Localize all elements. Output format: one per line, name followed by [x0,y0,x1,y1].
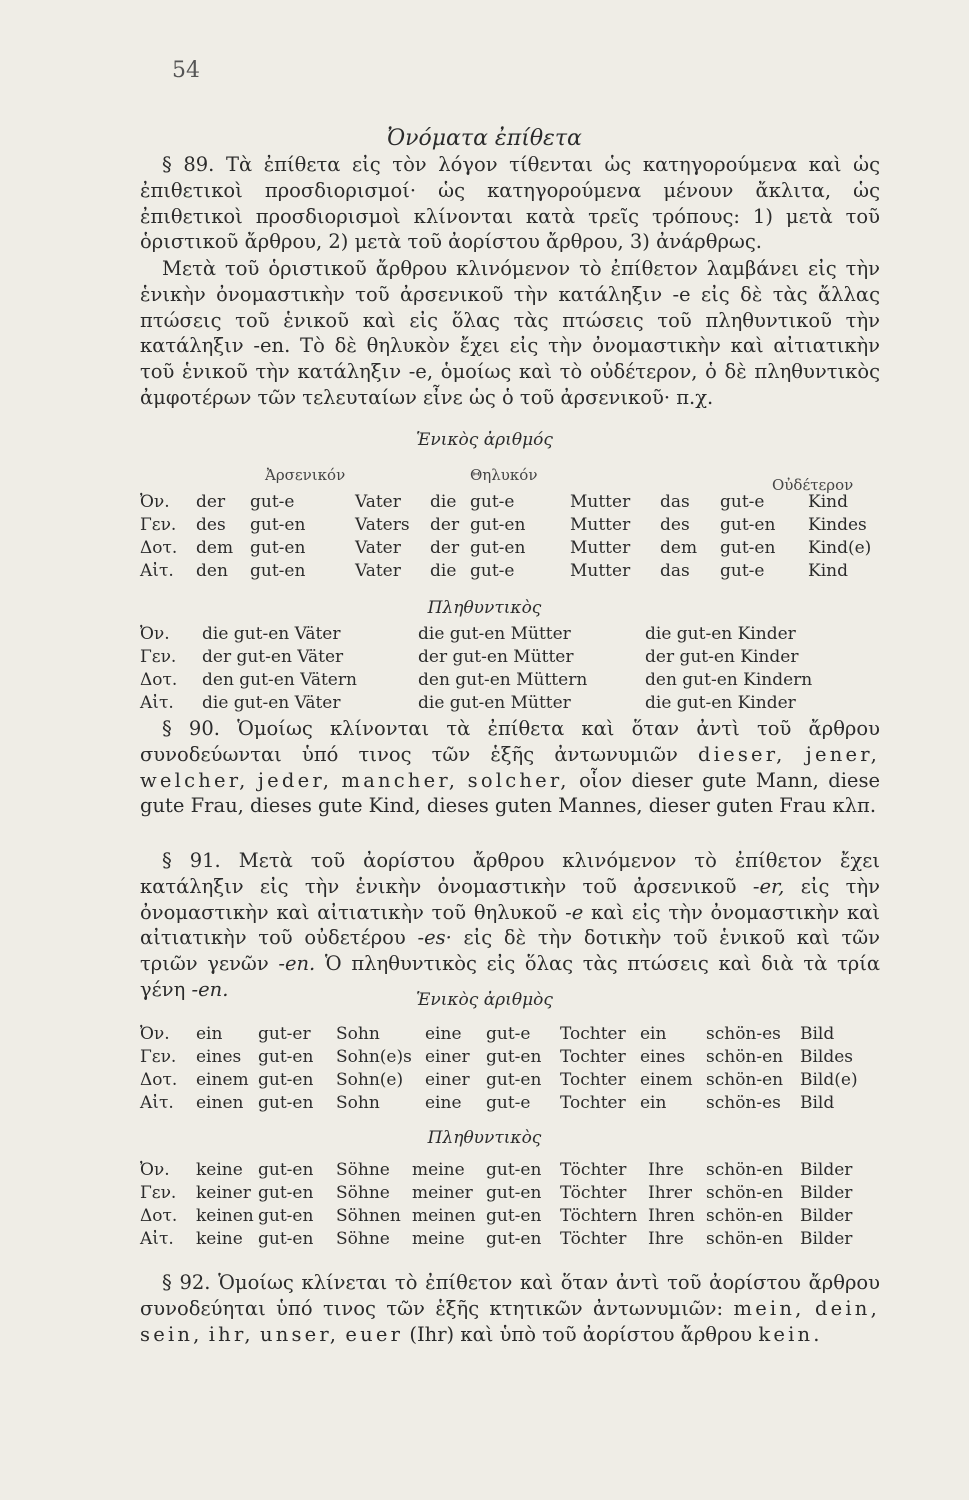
determiner: keiner [196,1183,251,1203]
adjective: gut-en [258,1206,314,1226]
table1-plural [140,624,880,720]
table-row [140,670,880,692]
adjective: gut-en [486,1070,542,1090]
case-label: Ὀν. [140,624,170,644]
noun: Söhne [336,1229,390,1249]
table-row [140,1093,880,1115]
article: dem [660,538,698,558]
page-number: 54 [172,58,200,83]
noun: Bildes [800,1047,854,1067]
noun: Vater [355,561,401,581]
table1-singular-title: Ἑνικὸς ἀριθμός [416,430,553,450]
table-row [140,693,880,715]
feminine-form: den gut-en Müttern [418,670,588,690]
article: die [430,561,457,581]
determiner: Ihren [648,1206,695,1226]
masculine-form: den gut-en Vätern [202,670,357,690]
paragraph-91-text-c: καὶ εἰς τὴν ὀνομαστικὴν καὶ αἰτιατικὴν τοῦ οὐδετέρου [140,900,881,950]
neuter-form: der gut-en Kinder [645,647,799,667]
case-label: Ὀν. [140,1024,170,1044]
ending-en: -en. [278,952,316,976]
neuter-form: die gut-en Kinder [645,624,796,644]
paragraph-89-continued: Μετὰ τοῦ ὁριστικοῦ ἄρθρου κλινόμενον τὸ ἐπίθετον λαμβάνει εἰς τὴν ἑνικὴν ὀνομαστικὴν τοῦ ἀρσενικοῦ τὴν κατάληξιν -e εἰς δὲ τὰς ἄλλας πτώσεις τοῦ ἑνικοῦ καὶ εἰς ὅλας τὰς πτώσεις τοῦ πληθυντικοῦ τὴν κατάληξιν -en. Τὸ δὲ θηλυκὸν ἔχει εἰς τὴν ὀνομαστικὴν καὶ αἰτιατικὴν τοῦ ἑνικοῦ τὴν κατάληξιν -e, ὁμοίως καὶ τὸ οὐδέτερον, ὁ δὲ πληθυντικὸς ἀμφοτέρων τῶν τελευταίων εἶνε ὡς ὁ τοῦ ἀρσενικοῦ· π.χ. [140,257,880,409]
noun: Tochter [560,1024,626,1044]
noun: Vater [355,492,401,512]
noun: Sohn(e)s [336,1047,412,1067]
article: die [430,492,457,512]
article: den [196,561,228,581]
noun: Sohn [336,1093,380,1113]
case-label: Δοτ. [140,538,178,558]
pronoun-dieser: dieser, [697,742,786,766]
noun: Sohn(e) [336,1070,404,1090]
table-row [140,1183,880,1205]
ending-en-plural: -en. [191,977,229,1001]
adjective: gut-en [258,1093,314,1113]
table-row [140,1160,880,1182]
noun: Bilder [800,1183,853,1203]
feminine-form: der gut-en Mütter [418,647,574,667]
case-label: Γεν. [140,647,177,667]
noun: Mutter [570,538,631,558]
table-row [140,647,880,669]
adjective: schön-es [706,1093,781,1113]
adjective: schön-en [706,1206,784,1226]
article: der [430,538,460,558]
pronoun-welcher: welcher, [140,768,249,792]
adjective: gut-en [258,1070,314,1090]
adjective: gut-en [486,1206,542,1226]
pronoun-ihr-formal: (Ihr) [409,1322,455,1346]
neuter-form: die gut-en Kinder [645,693,796,713]
adjective: gut-e [250,492,295,512]
adjective: schön-en [706,1229,784,1249]
paragraph-89: § 89. Τὰ ἐπίθετα εἰς τὸν λόγον τίθενται ὡς κατηγορούμενα καὶ ὡς ἐπιθετικοὶ προσδιορισμοί· ὡς κατηγορούμενα μένουν ἄκλιτα, ὡς ἐπιθετικοὶ προσδιορισμοὶ κλίνονται κατὰ τρεῖς τρόπους: 1) μετὰ τοῦ ὁριστικοῦ ἄρθρου, 2) μετὰ τοῦ ἀορίστου ἄρθρου, 3) ἀνάρθρως. [140,153,880,254]
article: das [660,492,690,512]
noun: Töchter [560,1183,627,1203]
noun: Kind(e) [808,538,872,558]
noun: Sohn [336,1024,380,1044]
adjective: gut-e [720,561,765,581]
adjective: schön-en [706,1160,784,1180]
table-row [140,561,880,583]
noun: Bilder [800,1160,853,1180]
masculine-form: die gut-en Väter [202,624,341,644]
pronoun-mein: mein, [733,1296,805,1320]
noun: Vater [355,538,401,558]
pronoun-jeder: jeder, [257,768,333,792]
determiner: meinen [412,1206,476,1226]
pronoun-kein: kein. [758,1322,823,1346]
article: eine [425,1024,462,1044]
case-label: Ὀν. [140,1160,170,1180]
article: einer [425,1047,470,1067]
adjective: gut-e [486,1024,531,1044]
pronoun-sein: sein, [140,1322,203,1346]
ending-er: -er, [752,874,785,898]
paragraph-92 [140,1270,880,1347]
table-row [140,1047,880,1069]
noun: Tochter [560,1070,626,1090]
adjective: gut-e [470,492,515,512]
case-label: Δοτ. [140,670,178,690]
adjective: gut-en [720,538,776,558]
article: eines [196,1047,242,1067]
pronoun-jener: jener, [805,742,881,766]
table2-singular-title: Ἑνικὸς ἀριθμὸς [416,990,553,1010]
article: einer [425,1070,470,1090]
case-label: Αἰτ. [140,1229,174,1249]
noun: Kind [808,561,848,581]
noun: Söhnen [336,1206,401,1226]
neuter-form: den gut-en Kindern [645,670,813,690]
determiner: keine [196,1160,243,1180]
adjective: gut-en [720,515,776,535]
adjective: gut-en [250,538,306,558]
determiner: Ihre [648,1160,684,1180]
article: ein [196,1024,223,1044]
noun: Bild [800,1093,835,1113]
pronoun-unser: unser, [259,1322,340,1346]
article: ein [640,1093,667,1113]
adjective: gut-en [258,1229,314,1249]
paragraph-90-examples: οἷον dieser gute Mann, diese gute Frau, dieses gute Kind, dieses guten Mannes, dieser guten Frau κλπ. [140,768,881,818]
adjective: gut-e [470,561,515,581]
noun: Söhne [336,1183,390,1203]
table2-singular [140,1024,880,1120]
article: der [430,515,460,535]
paragraph-92-text-a: § 92. Ὁμοίως κλίνεται τὸ ἐπίθετον καὶ ὅταν ἀντὶ τοῦ ἀορίστου ἄρθρου συνοδεύηται ὑπό τινος τῶν ἑξῆς κτητικῶν ἀντωνυμιῶν: [140,1271,880,1320]
article: dem [196,538,234,558]
table-row [140,1024,880,1046]
case-label: Αἰτ. [140,693,174,713]
case-label: Γεν. [140,1047,177,1067]
noun: Kind [808,492,848,512]
adjective: gut-e [720,492,765,512]
article: eine [425,1093,462,1113]
table1-plural-title: Πληθυντικὸς [427,598,542,618]
adjective: gut-en [486,1047,542,1067]
ending-es: -es· [417,926,452,950]
paragraph-92-text-b: καὶ ὑπὸ τοῦ ἀορίστου ἄρθρου [460,1322,753,1346]
noun: Kindes [808,515,867,535]
paragraph-91 [140,848,880,1003]
determiner: meine [412,1229,465,1249]
paragraph-90-text: § 90. Ὁμοίως κλίνονται τὰ ἐπίθετα καὶ ὅταν ἀντὶ τοῦ ἄρθρου συνοδεύωνται ὑπό τινος τῶν ἑξῆς ἀντωνυμιῶν [140,717,880,766]
noun: Töchtern [560,1206,638,1226]
masculine-form: der gut-en Väter [202,647,344,667]
pronoun-ihr: ihr, [208,1322,254,1346]
case-label: Δοτ. [140,1206,178,1226]
adjective: schön-es [706,1024,781,1044]
case-label: Δοτ. [140,1070,178,1090]
article: einem [640,1070,693,1090]
case-label: Αἰτ. [140,561,174,581]
adjective: gut-en [258,1183,314,1203]
paragraph-91-text-a: § 91. Μετὰ τοῦ ἀορίστου ἄρθρου κλινόμενον τὸ ἐπίθετον ἔχει κατάληξιν εἰς τὴν ἑνικὴν ὀνομαστικὴν τοῦ ἀρσενικοῦ [140,849,880,898]
adjective: gut-en [486,1183,542,1203]
determiner: meiner [412,1183,473,1203]
table-row [140,515,880,537]
case-label: Γεν. [140,515,177,535]
adjective: schön-en [706,1047,784,1067]
table2-plural-title: Πληθυντικὸς [427,1128,542,1148]
article: der [196,492,226,512]
column-header-masculine: Ἀρσενικόν [265,466,346,484]
article: des [660,515,690,535]
adjective: gut-en [486,1229,542,1249]
case-label: Αἰτ. [140,1093,174,1113]
column-header-feminine: Θηλυκόν [470,466,538,484]
paragraph-91-text-d: εἰς δὲ τὴν δοτικὴν τοῦ ἑνικοῦ καὶ τῶν τριῶν γενῶν [140,926,881,976]
section-heading: Ὀνόματα ἐπίθετα [387,126,582,151]
determiner: Ihre [648,1229,684,1249]
pronoun-solcher: solcher, [467,768,570,792]
case-label: Γεν. [140,1183,177,1203]
article: einem [196,1070,249,1090]
noun: Töchter [560,1160,627,1180]
table-row [140,624,880,646]
noun: Mutter [570,492,631,512]
adjective: schön-en [706,1183,784,1203]
noun: Bild [800,1024,835,1044]
article: des [196,515,226,535]
determiner: keinen [196,1206,254,1226]
table2-plural [140,1160,880,1256]
table-row [140,492,880,514]
adjective: gut-en [250,515,306,535]
adjective: gut-en [250,561,306,581]
pronoun-dein: dein, [814,1296,880,1320]
determiner: Ihrer [648,1183,692,1203]
table-row [140,538,880,560]
pronoun-mancher: mancher, [341,768,459,792]
column-header-neuter: Οὐδέτερον [772,476,854,494]
table1-singular [140,462,880,592]
adjective: gut-en [486,1160,542,1180]
adjective: gut-en [470,515,526,535]
determiner: keine [196,1229,243,1249]
noun: Mutter [570,515,631,535]
noun: Bilder [800,1229,853,1249]
determiner: meine [412,1160,465,1180]
article: einen [196,1093,244,1113]
adjective: gut-e [486,1093,531,1113]
noun: Bild(e) [800,1070,858,1090]
article: eines [640,1047,686,1067]
paragraph-90 [140,716,880,819]
noun: Töchter [560,1229,627,1249]
feminine-form: die gut-en Mütter [418,693,571,713]
pronoun-euer: euer [345,1322,404,1346]
table-row [140,1229,880,1251]
case-label: Ὀν. [140,492,170,512]
adjective: schön-en [706,1070,784,1090]
adjective: gut-er [258,1024,311,1044]
noun: Tochter [560,1093,626,1113]
ending-e: -e [565,900,584,924]
paragraph-91-text-e: Ὁ πληθυντικὸς εἰς ὅλας τὰς πτώσεις καὶ διὰ τὰ τρία γένη [140,952,881,1001]
table-row [140,1070,880,1092]
noun: Söhne [336,1160,390,1180]
adjective: gut-en [258,1160,314,1180]
adjective: gut-en [470,538,526,558]
noun: Mutter [570,561,631,581]
noun: Tochter [560,1047,626,1067]
table-row [140,1206,880,1228]
masculine-form: die gut-en Väter [202,693,341,713]
paragraph-91-text-b: εἰς τὴν ὀνομαστικὴν καὶ αἰτιατικὴν τοῦ θηλυκοῦ [140,874,881,924]
article: das [660,561,690,581]
noun: Bilder [800,1206,853,1226]
article: ein [640,1024,667,1044]
adjective: gut-en [258,1047,314,1067]
noun: Vaters [355,515,410,535]
feminine-form: die gut-en Mütter [418,624,571,644]
